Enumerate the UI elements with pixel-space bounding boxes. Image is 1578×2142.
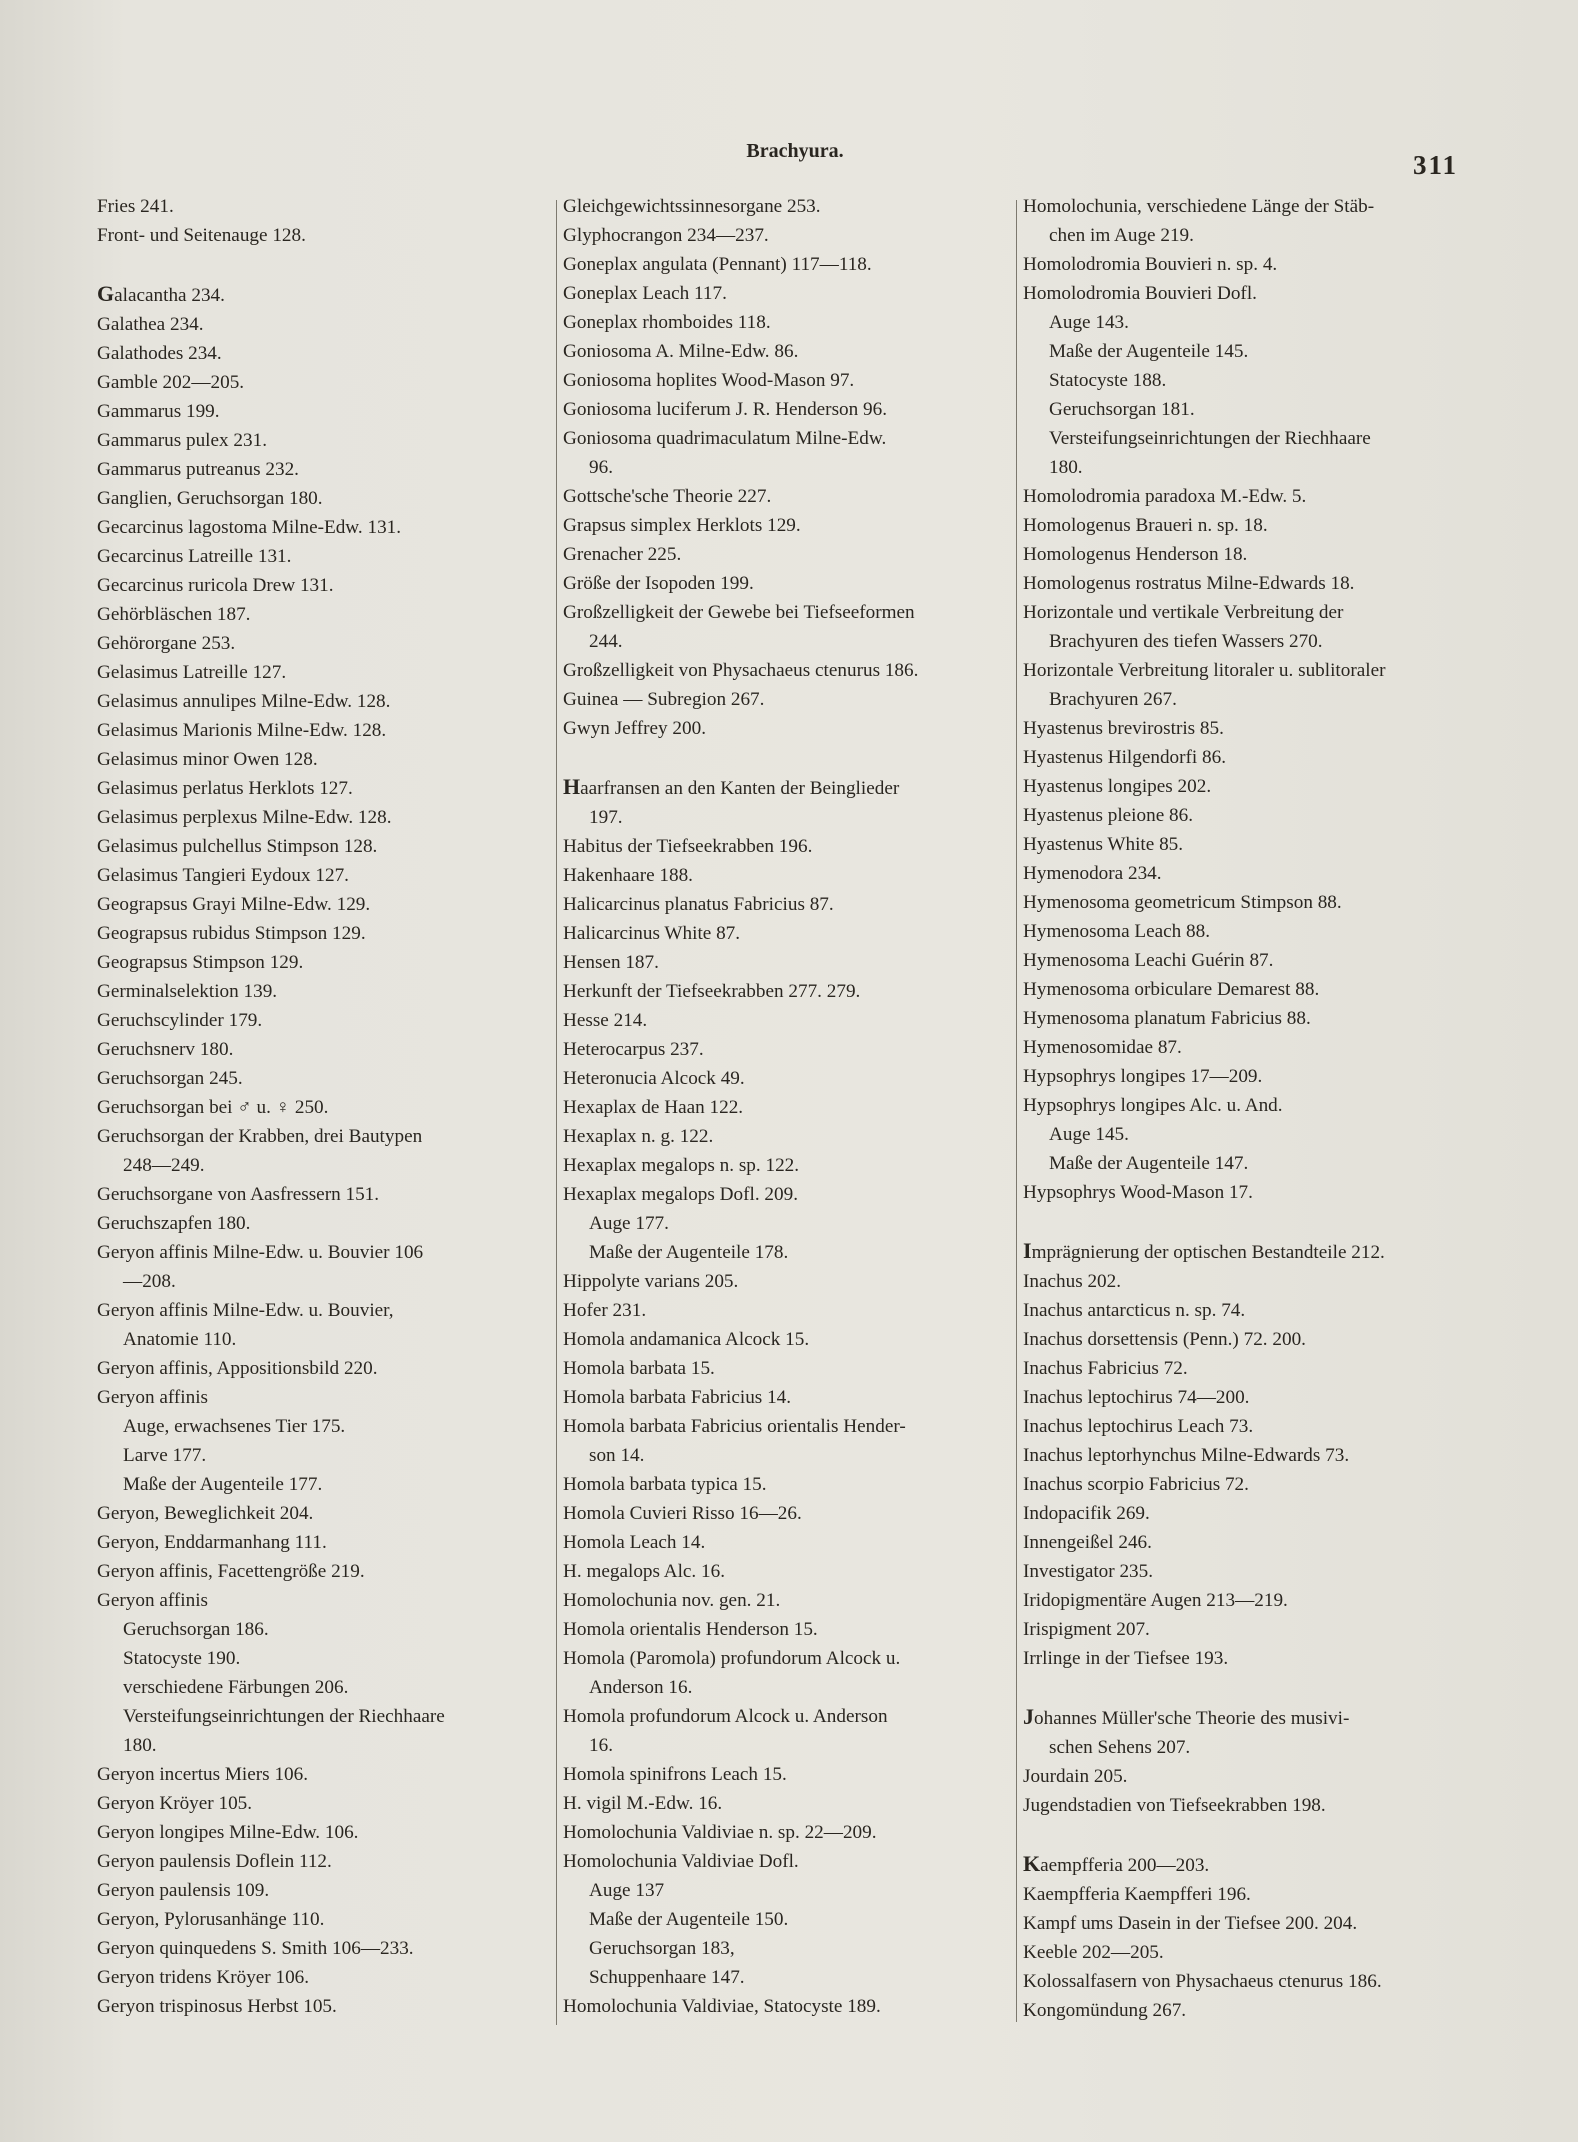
index-subentry: Anatomie 110. — [123, 1329, 237, 1350]
index-entry: H. vigil M.-Edw. 16. — [563, 1793, 723, 1814]
index-entry: Gammarus 199. — [97, 401, 220, 422]
index-subentry: Versteifungseinrichtungen der Riechhaare — [1049, 428, 1371, 449]
index-entry: Irrlinge in der Tiefsee 193. — [1023, 1648, 1229, 1669]
index-entry: H. megalops Alc. 16. — [563, 1561, 726, 1582]
index-subentry: 180. — [1049, 457, 1083, 478]
index-entry: Kaempfferia Kaempfferi 196. — [1023, 1884, 1251, 1905]
index-entry: Gammarus putreanus 232. — [97, 459, 299, 480]
index-entry: Gecarcinus lagostoma Milne-Edw. 131. — [97, 517, 402, 538]
index-entry: Inachus scorpio Fabricius 72. — [1023, 1474, 1249, 1495]
index-entry: Homolochunia nov. gen. 21. — [563, 1590, 781, 1611]
index-subentry: —208. — [123, 1271, 176, 1292]
index-entry: Gelasimus minor Owen 128. — [97, 749, 318, 770]
index-entry: Hyastenus longipes 202. — [1023, 776, 1212, 797]
index-column-1 — [97, 192, 549, 2021]
index-entry: Galathea 234. — [97, 314, 204, 335]
index-entry: Hypsophrys longipes Alc. u. And. — [1023, 1095, 1283, 1116]
index-entry: Fries 241. — [97, 196, 174, 217]
index-entry: Homola barbata typica 15. — [563, 1474, 767, 1495]
column-divider — [556, 200, 557, 2025]
index-subentry: Auge 143. — [1049, 312, 1129, 333]
index-entry: Gecarcinus ruricola Drew 131. — [97, 575, 334, 596]
index-subentry: Maße der Augenteile 178. — [589, 1242, 789, 1263]
index-entry: Geryon, Beweglichkeit 204. — [97, 1503, 314, 1524]
index-entry: Hesse 214. — [563, 1010, 648, 1031]
index-entry: Hymenosoma Leachi Guérin 87. — [1023, 950, 1274, 971]
index-entry: Homola Leach 14. — [563, 1532, 706, 1553]
index-subentry: 197. — [589, 807, 623, 828]
index-entry: Hymenodora 234. — [1023, 863, 1162, 884]
index-entry: Horizontale Verbreitung litoraler u. sublitoraler — [1023, 660, 1386, 681]
index-subentry: chen im Auge 219. — [1049, 225, 1194, 246]
index-entry: Heteronucia Alcock 49. — [563, 1068, 745, 1089]
index-entry: Gelasimus perlatus Herklots 127. — [97, 778, 353, 799]
index-entry: Gecarcinus Latreille 131. — [97, 546, 292, 567]
index-entry: Kolossalfasern von Physachaeus ctenurus 186. — [1023, 1971, 1382, 1992]
index-column-3 — [1023, 192, 1468, 2025]
index-entry: Geryon quinquedens S. Smith 106—233. — [97, 1938, 414, 1959]
index-entry: Geryon affinis, Facettengröße 219. — [97, 1561, 365, 1582]
index-subentry: Versteifungseinrichtungen der Riechhaare — [123, 1706, 445, 1727]
index-entry: Kaempfferia 200—203. — [1023, 1851, 1210, 1876]
index-entry: Hakenhaare 188. — [563, 865, 693, 886]
index-subentry: Geruchsorgan 181. — [1049, 399, 1195, 420]
index-entry: Geryon affinis — [97, 1590, 209, 1611]
index-entry: Geryon affinis Milne-Edw. u. Bouvier, — [97, 1300, 394, 1321]
index-entry: Gottsche'sche Theorie 227. — [563, 486, 772, 507]
index-entry: Inachus leptochirus 74—200. — [1023, 1387, 1250, 1408]
index-subentry: Auge 177. — [589, 1213, 669, 1234]
index-entry: Geryon affinis Milne-Edw. u. Bouvier 106 — [97, 1242, 424, 1263]
index-subentry: Anderson 16. — [589, 1677, 693, 1698]
index-subentry: Maße der Augenteile 145. — [1049, 341, 1249, 362]
index-entry: Keeble 202—205. — [1023, 1942, 1164, 1963]
index-subentry: Maße der Augenteile 147. — [1049, 1153, 1249, 1174]
index-entry: Galacantha 234. — [97, 281, 225, 306]
index-entry: Goneplax rhomboides 118. — [563, 312, 771, 333]
index-entry: Geryon affinis — [97, 1387, 209, 1408]
index-entry: Inachus dorsettensis (Penn.) 72. 200. — [1023, 1329, 1306, 1350]
index-subentry: Auge 137 — [589, 1880, 665, 1901]
index-entry: Hexaplax de Haan 122. — [563, 1097, 744, 1118]
index-entry: Geruchsorgan 245. — [97, 1068, 243, 1089]
index-subentry: Brachyuren des tiefen Wassers 270. — [1049, 631, 1323, 652]
index-entry: Geryon, Pylorusanhänge 110. — [97, 1909, 325, 1930]
index-entry: Geruchscylinder 179. — [97, 1010, 263, 1031]
index-entry: Homola (Paromola) profundorum Alcock u. — [563, 1648, 901, 1669]
index-entry: Gehörorgane 253. — [97, 633, 236, 654]
index-subentry: Maße der Augenteile 150. — [589, 1909, 789, 1930]
index-entry: Gelasimus Tangieri Eydoux 127. — [97, 865, 349, 886]
index-subentry: Statocyste 188. — [1049, 370, 1167, 391]
index-entry: Gelasimus annulipes Milne-Edw. 128. — [97, 691, 391, 712]
index-subentry: Statocyste 190. — [123, 1648, 241, 1669]
index-subentry: Maße der Augenteile 177. — [123, 1474, 323, 1495]
index-entry: Gelasimus Latreille 127. — [97, 662, 287, 683]
index-entry: Herkunft der Tiefseekrabben 277. 279. — [563, 981, 861, 1002]
index-entry: Hymenosoma planatum Fabricius 88. — [1023, 1008, 1311, 1029]
index-entry: Homola Cuvieri Risso 16—26. — [563, 1503, 802, 1524]
index-entry: Homola barbata 15. — [563, 1358, 715, 1379]
index-entry: Habitus der Tiefseekrabben 196. — [563, 836, 813, 857]
index-entry: Hymenosoma Leach 88. — [1023, 921, 1211, 942]
index-entry: Johannes Müller'sche Theorie des musivi- — [1023, 1704, 1350, 1729]
index-entry: Homolodromia Bouvieri Dofl. — [1023, 283, 1257, 304]
index-entry: Homologenus Braueri n. sp. 18. — [1023, 515, 1268, 536]
index-entry: Homola barbata Fabricius orientalis Hender- — [563, 1416, 906, 1437]
index-subentry: son 14. — [589, 1445, 645, 1466]
index-entry: Hyastenus brevirostris 85. — [1023, 718, 1224, 739]
index-entry: Goniosoma A. Milne-Edw. 86. — [563, 341, 799, 362]
page-number: 311 — [1413, 150, 1459, 180]
index-entry: Geruchsorgan bei ♂ u. ♀ 250. — [97, 1097, 329, 1118]
index-entry: Geruchsnerv 180. — [97, 1039, 234, 1060]
index-subentry: 180. — [123, 1735, 157, 1756]
index-entry: Hexaplax megalops Dofl. 209. — [563, 1184, 798, 1205]
index-subentry: 248—249. — [123, 1155, 205, 1176]
index-entry: Iridopigmentäre Augen 213—219. — [1023, 1590, 1288, 1611]
index-entry: Hexaplax n. g. 122. — [563, 1126, 714, 1147]
index-entry: Inachus leptorhynchus Milne-Edwards 73. — [1023, 1445, 1350, 1466]
index-entry: Imprägnierung der optischen Bestandteile 212. — [1023, 1238, 1385, 1263]
index-entry: Heterocarpus 237. — [563, 1039, 704, 1060]
index-subentry: Schuppenhaare 147. — [589, 1967, 745, 1988]
index-entry: Goniosoma luciferum J. R. Henderson 96. — [563, 399, 888, 420]
index-entry: Glyphocrangon 234—237. — [563, 225, 769, 246]
index-entry: Gehörbläschen 187. — [97, 604, 251, 625]
index-entry: Geruchsorgan der Krabben, drei Bautypen — [97, 1126, 423, 1147]
index-entry: Goneplax Leach 117. — [563, 283, 727, 304]
index-entry: Hymenosoma orbiculare Demarest 88. — [1023, 979, 1320, 1000]
index-entry: Geryon paulensis Doflein 112. — [97, 1851, 332, 1872]
index-entry: Geryon affinis, Appositionsbild 220. — [97, 1358, 378, 1379]
index-entry: Innengeißel 246. — [1023, 1532, 1152, 1553]
index-entry: Hippolyte varians 205. — [563, 1271, 739, 1292]
index-entry: Hyastenus White 85. — [1023, 834, 1184, 855]
index-entry: Geograpsus Grayi Milne-Edw. 129. — [97, 894, 371, 915]
index-entry: Hofer 231. — [563, 1300, 647, 1321]
index-entry: Irispigment 207. — [1023, 1619, 1150, 1640]
index-entry: Geryon Kröyer 105. — [97, 1793, 253, 1814]
index-subentry: Geruchsorgan 186. — [123, 1619, 269, 1640]
index-entry: Galathodes 234. — [97, 343, 222, 364]
index-entry: Inachus leptochirus Leach 73. — [1023, 1416, 1254, 1437]
index-entry: Hensen 187. — [563, 952, 659, 973]
index-entry: Investigator 235. — [1023, 1561, 1154, 1582]
index-entry: Homolochunia Valdiviae, Statocyste 189. — [563, 1996, 881, 2017]
index-entry: Geruchszapfen 180. — [97, 1213, 251, 1234]
index-entry: Homolochunia, verschiedene Länge der Stäb- — [1023, 196, 1375, 217]
index-entry: Geryon incertus Miers 106. — [97, 1764, 309, 1785]
index-entry: Gelasimus pulchellus Stimpson 128. — [97, 836, 378, 857]
index-entry: Geryon longipes Milne-Edw. 106. — [97, 1822, 359, 1843]
index-entry: Hypsophrys longipes 17—209. — [1023, 1066, 1263, 1087]
index-entry: Front- und Seitenauge 128. — [97, 225, 306, 246]
index-entry: Goniosoma quadrimaculatum Milne-Edw. — [563, 428, 887, 449]
index-entry: Gammarus pulex 231. — [97, 430, 267, 451]
index-entry: Guinea — Subregion 267. — [563, 689, 765, 710]
index-entry: Homolochunia Valdiviae n. sp. 22—209. — [563, 1822, 877, 1843]
index-subentry: schen Sehens 207. — [1049, 1737, 1191, 1758]
index-entry: Homola barbata Fabricius 14. — [563, 1387, 792, 1408]
index-entry: Geryon, Enddarmanhang 111. — [97, 1532, 327, 1553]
index-entry: Horizontale und vertikale Verbreitung der — [1023, 602, 1344, 623]
index-entry: Halicarcinus planatus Fabricius 87. — [563, 894, 834, 915]
index-entry: Kongomündung 267. — [1023, 2000, 1187, 2021]
index-entry: Großzelligkeit der Gewebe bei Tiefseeformen — [563, 602, 915, 623]
index-entry: Hypsophrys Wood-Mason 17. — [1023, 1182, 1253, 1203]
index-subentry: Brachyuren 267. — [1049, 689, 1177, 710]
index-entry: Jourdain 205. — [1023, 1766, 1128, 1787]
index-entry: Geryon paulensis 109. — [97, 1880, 270, 1901]
index-entry: Goniosoma hoplites Wood-Mason 97. — [563, 370, 855, 391]
index-entry: Geryon tridens Kröyer 106. — [97, 1967, 310, 1988]
index-subentry: Auge, erwachsenes Tier 175. — [123, 1416, 346, 1437]
index-subentry: 16. — [589, 1735, 613, 1756]
index-entry: Homola andamanica Alcock 15. — [563, 1329, 810, 1350]
index-entry: Homola orientalis Henderson 15. — [563, 1619, 818, 1640]
index-entry: Grenacher 225. — [563, 544, 682, 565]
index-entry: Gelasimus Marionis Milne-Edw. 128. — [97, 720, 387, 741]
index-entry: Grapsus simplex Herklots 129. — [563, 515, 801, 536]
index-subentry: Auge 145. — [1049, 1124, 1129, 1145]
index-entry: Homola profundorum Alcock u. Anderson — [563, 1706, 888, 1727]
index-entry: Homolochunia Valdiviae Dofl. — [563, 1851, 799, 1872]
index-entry: Inachus 202. — [1023, 1271, 1122, 1292]
index-entry: Kampf ums Dasein in der Tiefsee 200. 204. — [1023, 1913, 1358, 1934]
index-entry: Ganglien, Geruchsorgan 180. — [97, 488, 323, 509]
index-entry: Germinalselektion 139. — [97, 981, 278, 1002]
index-entry: Hyastenus pleione 86. — [1023, 805, 1193, 826]
index-entry: Gwyn Jeffrey 200. — [563, 718, 706, 739]
index-entry: Hymenosoma geometricum Stimpson 88. — [1023, 892, 1342, 913]
index-subentry: Larve 177. — [123, 1445, 207, 1466]
index-entry: Großzelligkeit von Physachaeus ctenurus 186. — [563, 660, 919, 681]
index-entry: Hexaplax megalops n. sp. 122. — [563, 1155, 800, 1176]
index-entry: Geruchsorgane von Aasfressern 151. — [97, 1184, 380, 1205]
index-subentry: verschiedene Färbungen 206. — [123, 1677, 349, 1698]
index-entry: Hyastenus Hilgendorfi 86. — [1023, 747, 1227, 768]
index-entry: Indopacifik 269. — [1023, 1503, 1150, 1524]
index-entry: Homolodromia Bouvieri n. sp. 4. — [1023, 254, 1278, 275]
index-entry: Homolodromia paradoxa M.-Edw. 5. — [1023, 486, 1307, 507]
column-divider — [1016, 200, 1017, 2022]
running-header: Brachyura. — [746, 140, 844, 162]
index-subentry: 244. — [589, 631, 623, 652]
index-entry: Homologenus rostratus Milne-Edwards 18. — [1023, 573, 1355, 594]
index-entry: Gamble 202—205. — [97, 372, 245, 393]
index-entry: Geograpsus rubidus Stimpson 129. — [97, 923, 366, 944]
index-entry: Inachus antarcticus n. sp. 74. — [1023, 1300, 1246, 1321]
index-entry: Homologenus Henderson 18. — [1023, 544, 1248, 565]
index-subentry: 96. — [589, 457, 613, 478]
index-entry: Geograpsus Stimpson 129. — [97, 952, 304, 973]
index-entry: Hymenosomidae 87. — [1023, 1037, 1182, 1058]
index-entry: Inachus Fabricius 72. — [1023, 1358, 1188, 1379]
index-entry: Gelasimus perplexus Milne-Edw. 128. — [97, 807, 392, 828]
index-entry: Geryon trispinosus Herbst 105. — [97, 1996, 337, 2017]
index-entry: Haarfransen an den Kanten der Beinglieder — [563, 774, 900, 799]
index-entry: Goneplax angulata (Pennant) 117—118. — [563, 254, 872, 275]
index-entry: Größe der Isopoden 199. — [563, 573, 754, 594]
index-subentry: Geruchsorgan 183, — [589, 1938, 735, 1959]
index-entry: Homola spinifrons Leach 15. — [563, 1764, 787, 1785]
index-entry: Jugendstadien von Tiefseekrabben 198. — [1023, 1795, 1326, 1816]
index-column-2 — [563, 192, 1010, 2021]
index-entry: Gleichgewichtssinnesorgane 253. — [563, 196, 821, 217]
index-entry: Halicarcinus White 87. — [563, 923, 741, 944]
